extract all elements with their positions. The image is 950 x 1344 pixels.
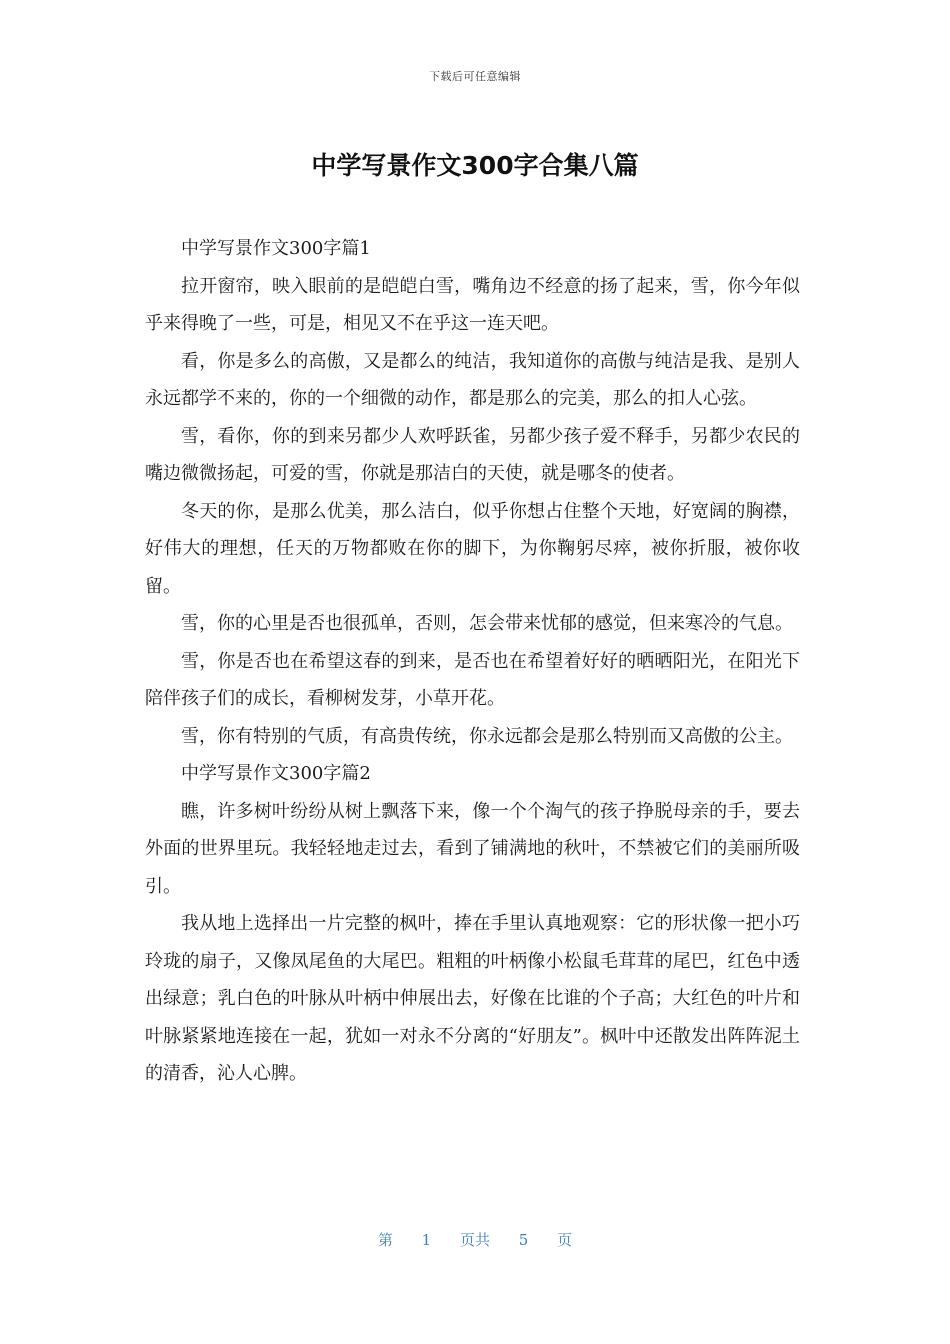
header-text: 下载后可任意编辑 — [429, 70, 521, 83]
paragraph: 雪，你有特别的气质，有高贵传统，你永远都会是那么特别而又高傲的公主。 — [181, 725, 793, 747]
paragraph: 瞧，许多树叶纷纷从树上飘落下来，像一个个淘气的孩子挣脱母亲的手，要去外面的世界里玩。我轻轻地走过去，看到了铺满地的秋叶，不禁被它们的美丽所吸引。 — [145, 800, 800, 897]
page-footer — [0, 1229, 950, 1250]
document-title: 中学写景作文300字合集八篇 — [311, 151, 639, 180]
paragraph: 雪，看你，你的到来另都少人欢呼跃雀，另都少孩子爱不释手，另都少农民的嘴边微微扬起，可爱的雪，你就是那洁白的天使，就是哪冬的使者。 — [145, 425, 800, 484]
page-label-suffix: 页 — [557, 1231, 573, 1249]
paragraph: 雪，你是否也在希望这春的到来，是否也在希望着好好的晒晒阳光，在阳光下陪伴孩子们的成长，看柳树发芽，小草开花。 — [145, 650, 800, 709]
page-label-prefix: 第 — [377, 1231, 393, 1249]
page-label-middle: 页共 — [459, 1231, 490, 1249]
page-header — [0, 68, 950, 84]
current-page-number: 1 — [421, 1231, 432, 1249]
paragraph: 我从地上选择出一片完整的枫叶，捧在手里认真地观察：它的形状像一把小巧玲珑的扇子，又像凤尾鱼的大尾巴。粗粗的叶柄像小松鼠毛茸茸的尾巴，红色中透出绿意；乳白色的叶脉从叶柄中伸展出去，好像在比谁的个子高；大红色的叶片和叶脉紧紧地连接在一起，犹如一对永不分离的“好朋友”。枫叶中还散发出阵阵泥土的清香，沁人心脾。 — [145, 913, 800, 1084]
paragraph: 看，你是多么的高傲，又是都么的纯洁，我知道你的高傲与纯洁是我、是别人永远都学不来的，你的一个细微的动作，都是那么的完美，那么的扣人心弦。 — [145, 350, 800, 409]
document-body — [145, 230, 800, 1093]
section-heading: 中学写景作文300字篇2 — [181, 763, 371, 784]
paragraph: 冬天的你，是那么优美，那么洁白，似乎你想占住整个天地，好宽阔的胸襟，好伟大的理想，任天的万物都败在你的脚下，为你鞠躬尽瘁，被你折服，被你收留。 — [145, 500, 800, 597]
paragraph: 雪，你的心里是否也很孤单，否则，怎会带来忧郁的感觉，但来寒冷的气息。 — [181, 613, 793, 634]
total-pages-number: 5 — [518, 1231, 529, 1249]
section-heading: 中学写景作文300字篇1 — [181, 238, 371, 259]
paragraph: 拉开窗帘，映入眼前的是皑皑白雪，嘴角边不经意的扬了起来，雪，你今年似乎来得晚了一些，可是，相见又不在乎这一连天吧。 — [145, 275, 800, 334]
